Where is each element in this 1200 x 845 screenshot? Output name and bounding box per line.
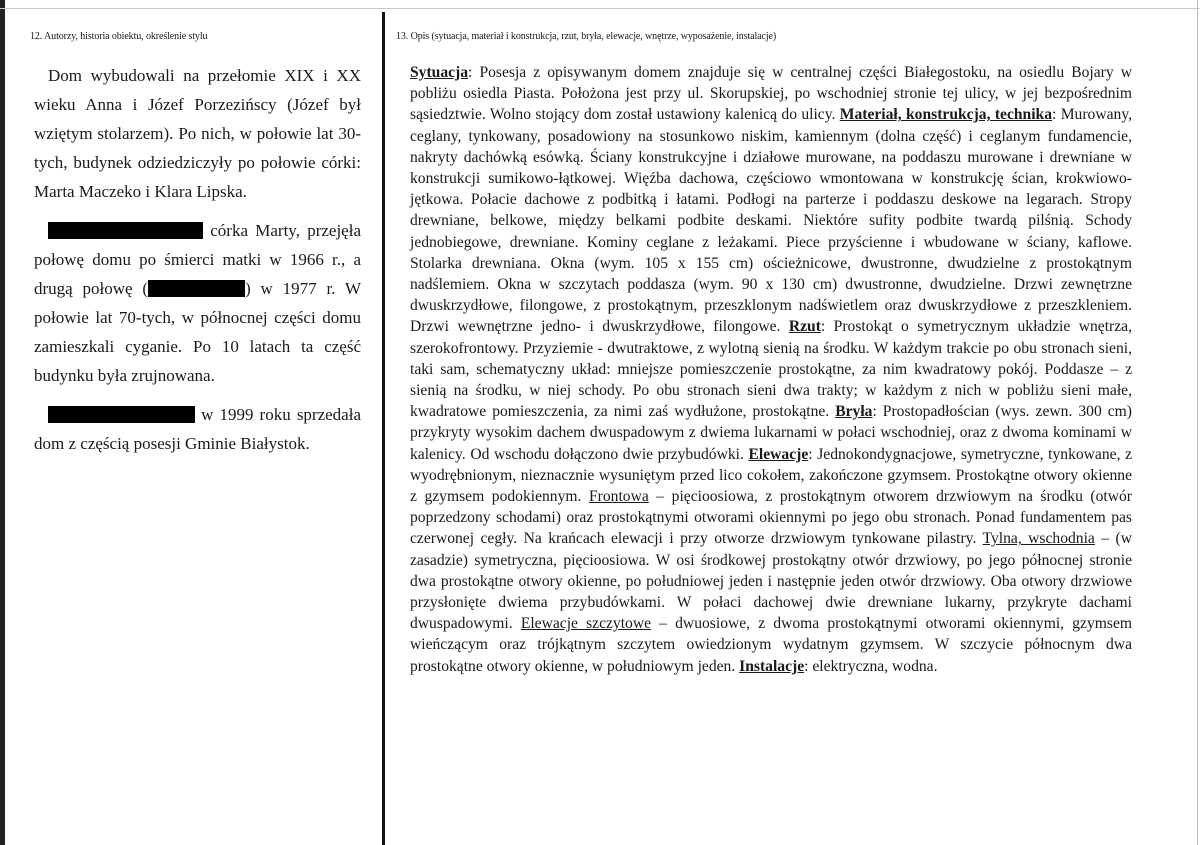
- history-text: córka Marty, przejęła połowę domu po śmierci matki w 1966 r., a drugą połowę (: [34, 221, 361, 298]
- history-text: w 1999 roku sprzedała dom z częścią posesji Gminie Białystok.: [34, 405, 361, 453]
- text-elewacje: : Jednokondygnacjowe, symetryczne, tynkowane, z wyodrębnionym, nieznacznie wysuniętym przed lico cokołem, zakończone gzymsem. Prostokątne otwory okienne z gzymsem podokiennym.: [410, 445, 1133, 506]
- section-13-header: 13. Opis (sytuacja, materiał i konstrukcja, rzut, bryła, elewacje, wnętrze, wyposażenie, instalacje): [396, 31, 777, 42]
- heading-rzut: Rzut: [788, 318, 821, 336]
- text-sytuacja: : Posesja z opisywanym domem znajduje się w centralnej części Białegostoku, na osiedlu Bojary w pobliżu osiedla Piasta. Położona jest przy ul. Skorupskiej, po wschodniej stronie tej ulicy, w jej bezpośrednim sąsiedztwie. Wolno stojący dom został ustawiony kalenicą do ulicy.: [410, 64, 1132, 124]
- scan-edge-left: [0, 0, 5, 845]
- column-divider: [382, 12, 385, 845]
- heading-sytuacja: Sytuacja: [410, 64, 469, 81]
- text-frontowa: – pięcioosiowa, z prostokątnym otworem drzwiowym na środku (otwór poprzedzony schodami) oraz prostokątnymi otworami okiennymi po jego obu stronach. Ponad fundamentem pas czerwonej cegły. Na krańcach elewacji i przy otworze drzwiowym tynkowane pilastry.: [410, 488, 1132, 548]
- scan-edge-right: [1197, 0, 1198, 845]
- redaction-box: [48, 222, 203, 239]
- history-paragraph-3: [34, 400, 361, 458]
- subheading-frontowa: Frontowa: [588, 488, 649, 506]
- scan-edge-top: [0, 8, 1200, 9]
- text-rzut: : Prostokąt o symetrycznym układzie wnętrza, szerokofrontowy. Przyziemie - dwutraktowe, z wylotną sienią na środku. W każdym trakcie po obu stronach sieni, taki sam, schematyczny układ: mniejsze pomieszczenie prostokątne, za nim kwadratowy pokój. Poddasze – z sienią na środku, w niej schody. Po obu stronach sieni dwa trakty; w każdym z nich w pobliżu sieni małe, kwadratowe pomieszczenia, za nimi zaś wydłużone, prostokątne.: [410, 318, 1132, 421]
- description-section: [410, 62, 1132, 677]
- subheading-tylna: Tylna, wschodnia: [982, 530, 1095, 548]
- text-bryla: : Prostopadłościan (wys. zewn. 300 cm) przykryty wysokim dachem dwuspadowym z dwiema lukarnami w połaci wschodniej, oraz z dwoma kominami w kalenicy. Od wschodu dołączono dwie przybudówki.: [410, 403, 1132, 463]
- history-paragraph-1: Dom wybudowali na przełomie XIX i XX wieku Anna i Józef Porzezińscy (Józef był wziętym stolarzem). Po nich, w połowie lat 30-tych, budynek odziedziczyły po połowie córki: Marta Maczeko i Klara Lipska.: [34, 66, 361, 201]
- section-12-header: 12. Autorzy, historia obiektu, określenie stylu: [30, 31, 208, 42]
- redaction-box: [48, 406, 195, 423]
- heading-elewacje: Elewacje: [748, 445, 809, 463]
- text-material: : Murowany, ceglany, tynkowany, posadowiony na stosunkowo niskim, kamiennym (dolna część) i ceglanym fundamencie, nakryty dachówką esówką. Ściany konstrukcyjne i działowe murowane, na poddaszu murowane i drewniane w konstrukcji sumikowo-łątkowej. Więźba dachowa, częściowo wmontowana w konstrukcję ścian, krokwiowo-jętkowa. Połacie dachowe z podbitką i łatami. Podłogi na parterze i poddaszu deskowe na legarach. Stropy drewniane, belkowe, między belkami podbite deskami. Niektóre sufity podbite twardą pilśnią. Schody jednobiegowe, drewniane. Kominy ceglane z leżakami. Piece przyścienne i wbudowane w ściany, kaflowe. Stolarka drewniana. Okna (wym. 105 x 155 cm) ościeżnicowe, dwustronne, dwudzielne z prostokątnym nadślemiem. Okna w szczytach poddasza (wym. 90 x 130 cm) dwustronne, dwudzielne. Drzwi zewnętrzne dwuskrzydłowe, filongowe, z prostokątnym, przeszklonym nadświetlem oraz dwuskrzydłowe z przeszkleniem. Drzwi wewnętrzne jedno- i dwuskrzydłowe, filongowe.: [410, 106, 1133, 336]
- heading-bryla: Bryła: [835, 403, 873, 421]
- text-tylna: – (w zasadzie) symetryczna, pięcioosiowa. W osi środkowej prostokątny otwór drzwiowy, po jego północnej stronie dwa prostokątne otwory okienne, po południowej jeden i następnie jeden otwór drzwiowy. Oba otwory drzwiowe przysłonięte dwiema przybudówkami. W połaci dachowej dwie drewniane lukarny, przykryte dachami dwuspadowymi.: [410, 530, 1132, 633]
- history-paragraph-2: [34, 216, 361, 390]
- history-text: ) w 1977 r. W połowie lat 70-tych, w północnej części domu zamieszkali cyganie. Po 10 latach ta część budynku była zrujnowana.: [34, 279, 361, 385]
- history-section: [34, 61, 361, 468]
- heading-instalacje: Instalacje: [739, 657, 805, 675]
- text-instalacje: : elektryczna, wodna.: [804, 657, 938, 675]
- subheading-szczytowe: Elewacje szczytowe: [520, 615, 652, 633]
- text-szczytowe: – dwuosiowe, z dwoma prostokątnymi otworami okiennymi, gzymsem wieńczącym oraz trójkątnym szczytem owiedzionym wydatnym gzymsem. W szczycie północnym dwa prostokątne otwory okienne, w południowym jeden.: [410, 615, 1132, 675]
- redaction-box: [148, 280, 245, 297]
- heading-material: Materiał, konstrukcja, technika: [839, 106, 1053, 124]
